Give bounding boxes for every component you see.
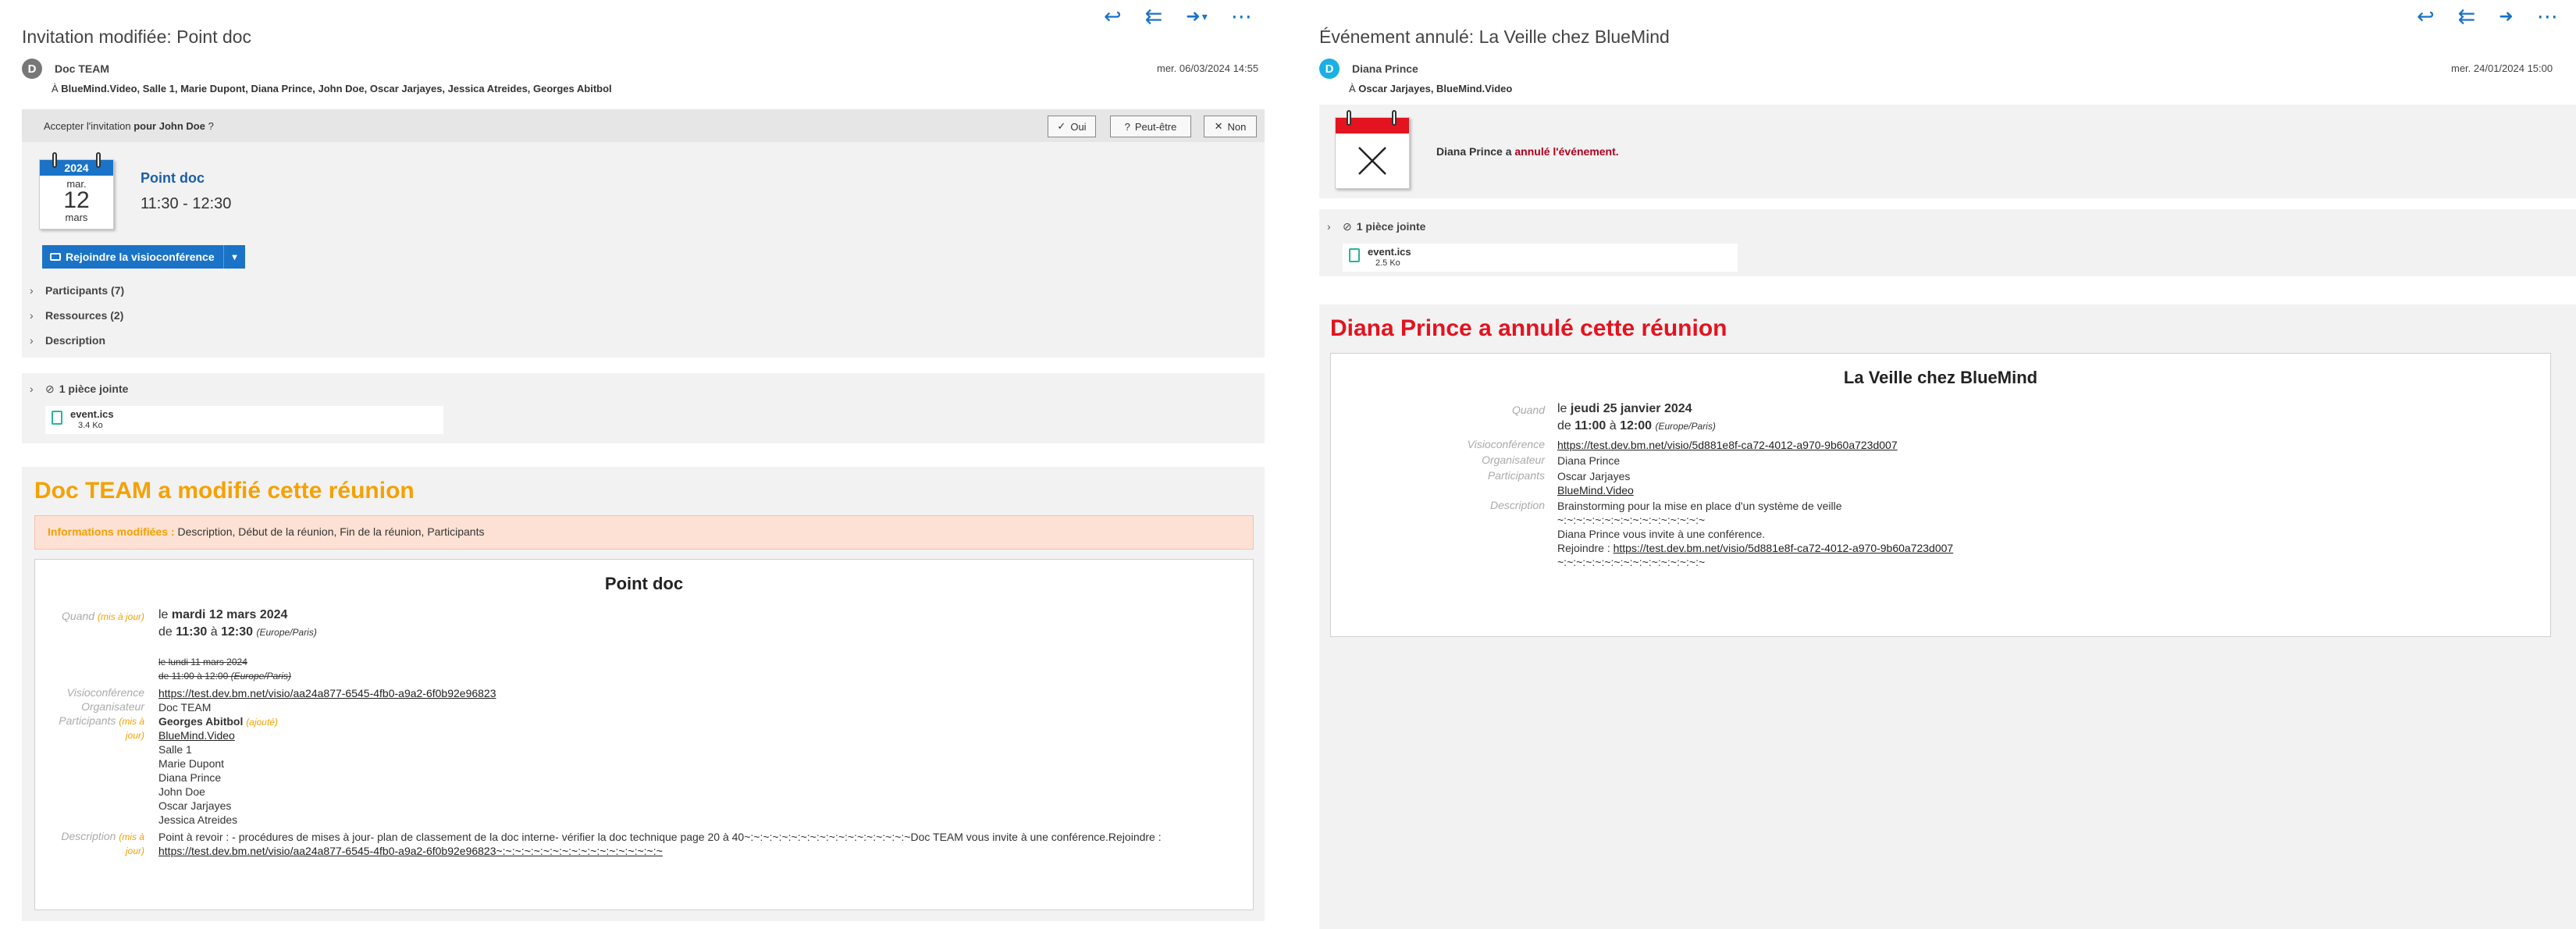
- visio-link[interactable]: [1557, 438, 1898, 452]
- chevron-right-icon: ›: [30, 383, 34, 395]
- close-icon: ✕: [1214, 120, 1223, 132]
- cancel-who: Diana Prince a: [1436, 145, 1512, 158]
- chevron-right-icon: ›: [30, 309, 34, 322]
- when-de: de: [158, 625, 173, 639]
- updated-tag: (mis à: [119, 716, 144, 727]
- sender-name[interactable]: Diana Prince: [1352, 62, 1418, 75]
- when-line1: [1557, 402, 1692, 416]
- when-date: mardi 12 mars 2024: [171, 608, 288, 621]
- participants-label-cont: [35, 728, 144, 741]
- forward-icon[interactable]: [1186, 5, 1207, 28]
- sender-row: [22, 59, 109, 79]
- participant-item: Oscar Jarjayes: [1557, 470, 1631, 482]
- when-start: 11:30: [176, 625, 208, 639]
- avatar: D: [22, 59, 42, 79]
- message-subject: Événement annulé: La Veille chez BlueMind: [1319, 27, 1670, 47]
- participant-item[interactable]: BlueMind.Video: [158, 729, 235, 742]
- when-tz: (Europe/Paris): [256, 627, 317, 638]
- participant-added: [158, 714, 278, 729]
- calendar-month: mars: [65, 212, 88, 223]
- accept-attendee: pour John Doe: [133, 120, 205, 132]
- added-tag: (ajouté): [246, 717, 278, 728]
- calendar-ring: [52, 152, 57, 168]
- changed-info-label: Informations modifiées :: [48, 525, 175, 538]
- change-headline: Doc TEAM a modifié cette réunion: [34, 478, 415, 504]
- when-end: 12:30: [221, 625, 254, 639]
- accept-yes-button[interactable]: [1048, 116, 1096, 137]
- recipients-prefix: À: [1349, 83, 1356, 94]
- forward-arrow-icon: ➜: [1186, 6, 1201, 26]
- description-line: Diana Prince vous invite à une conférence.: [1557, 528, 1766, 540]
- calendar-icon: [39, 159, 114, 230]
- when-start: 11:00: [1574, 419, 1606, 432]
- when-le: le: [158, 608, 169, 621]
- when-de: de: [1557, 419, 1571, 432]
- toggle-description[interactable]: [30, 334, 105, 347]
- reply-icon[interactable]: ↩: [2417, 5, 2435, 28]
- calendar-ring: [1347, 110, 1351, 126]
- section-label: Ressources (2): [45, 309, 124, 322]
- old-start: 11:00: [171, 671, 194, 682]
- cancel-what: annulé l'événement.: [1514, 145, 1619, 158]
- yes-label: Oui: [1070, 120, 1087, 133]
- attachment-name: event.ics: [1368, 246, 1411, 258]
- calendar-weekday: mar.: [66, 178, 87, 190]
- when-old-line2: [158, 669, 291, 683]
- recipients-prefix: À: [52, 83, 59, 94]
- attachments-label: 1 pièce jointe: [1356, 220, 1426, 233]
- section-label: Participants (7): [45, 284, 125, 297]
- changed-info-value: Description, Début de la réunion, Fin de la réunion, Participants: [177, 525, 485, 538]
- when-new-line1: [158, 608, 287, 622]
- old-end: 12:00: [205, 671, 229, 682]
- no-label: Non: [1227, 120, 1247, 133]
- cancel-headline: Diana Prince a annulé cette réunion: [1330, 315, 1727, 341]
- join-label: Rejoindre la visioconférence: [66, 251, 215, 263]
- participant-item[interactable]: BlueMind.Video: [1557, 484, 1634, 497]
- sender-row: [1319, 59, 1418, 79]
- added-name: Georges Abitbol: [158, 715, 244, 728]
- when-line2: [1557, 419, 1716, 433]
- description-line: Brainstorming pour la mise en place d'un système de veille: [1557, 500, 1842, 512]
- attachment-item[interactable]: [45, 406, 443, 434]
- accept-bar: [22, 109, 1265, 142]
- calendar-ring: [96, 152, 101, 168]
- calendar-ring: [1392, 110, 1397, 126]
- attachments-label: 1 pièce jointe: [59, 383, 129, 395]
- calendar-day: 12: [63, 187, 90, 213]
- paperclip-icon: ⊘: [1343, 220, 1352, 233]
- maybe-label: Peut-être: [1134, 120, 1177, 133]
- organizer-value: Doc TEAM: [158, 701, 212, 714]
- calendar-file-icon: [1349, 248, 1360, 262]
- calendar-year: 2024: [40, 160, 113, 176]
- visio-url[interactable]: https://test.dev.bm.net/visio/5d881e8f-ca72-4012-a970-9b60a723d007: [1557, 439, 1898, 451]
- when-tz: (Europe/Paris): [1655, 421, 1716, 432]
- recipients-list[interactable]: Oscar Jarjayes, BlueMind.Video: [1358, 83, 1513, 94]
- attachment-item[interactable]: [1343, 244, 1738, 272]
- event-time: 11:30 - 12:30: [141, 195, 232, 212]
- calendar-file-icon: [52, 411, 62, 425]
- more-icon[interactable]: ⋯: [2536, 5, 2558, 28]
- participant-item: Salle 1: [158, 743, 192, 756]
- invitation-block: [22, 109, 1265, 358]
- old-le: le: [158, 657, 166, 667]
- message-subject: Invitation modifiée: Point doc: [22, 27, 252, 47]
- old-a: à: [197, 671, 202, 682]
- join-visio-button[interactable]: [42, 245, 245, 269]
- when-le: le: [1557, 402, 1567, 415]
- cancel-message: [1436, 145, 1619, 158]
- join-prefix: Rejoindre :: [1557, 542, 1610, 554]
- updated-tag: (mis à jour): [97, 611, 144, 622]
- cross-icon: [1336, 133, 1411, 188]
- when-new-line2: [158, 625, 317, 639]
- recipients-list[interactable]: BlueMind.Video, Salle 1, Marie Dupont, Diana Prince, John Doe, Oscar Jarjayes, Jessica Atreides, Georges Abitbol: [61, 83, 612, 94]
- more-icon[interactable]: ⋯: [1230, 5, 1252, 28]
- event-detail-card: [34, 559, 1254, 910]
- description-join-line: [1557, 541, 1953, 555]
- accept-maybe-button[interactable]: [1110, 116, 1191, 137]
- description-line: Point à revoir : - procédures de mises à jour- plan de classement de la doc interne- vérifier la doc technique page 20 à 40~:~:~:~:~:~:~:~:~:~:~:~:~:~:~:~:~:~Doc TEAM vous invite à une conférence.Rejoindre :: [158, 831, 1162, 843]
- chevron-right-icon: ›: [30, 334, 34, 347]
- check-icon: ✓: [1057, 120, 1066, 132]
- message-date: mer. 24/01/2024 15:00: [2451, 62, 2553, 74]
- updated-tag: jour): [125, 845, 144, 856]
- description-line: ~:~:~:~:~:~:~:~:~:~:~:~:~:~:~:~: [1557, 514, 1706, 526]
- attachment-name: event.ics: [70, 408, 114, 420]
- cancelled-calendar-icon: [1335, 117, 1410, 189]
- updated-tag: jour): [125, 730, 144, 741]
- toggle-participants[interactable]: [30, 284, 124, 297]
- updated-tag: (mis à: [119, 831, 144, 842]
- when-label: [35, 610, 144, 622]
- accept-no-button[interactable]: [1204, 116, 1257, 137]
- description-label: Description: [1489, 499, 1545, 511]
- participants-label: [35, 714, 144, 727]
- when-a: à: [210, 625, 218, 639]
- toggle-resources[interactable]: [30, 309, 123, 322]
- description-label-text: Description: [61, 830, 116, 842]
- reply-all-icon[interactable]: ⇇: [1144, 5, 1163, 28]
- chevron-right-icon: ›: [1327, 220, 1331, 233]
- when-old-line1: [158, 655, 247, 669]
- description-label: [35, 830, 144, 842]
- reply-all-icon[interactable]: ⇇: [2457, 5, 2476, 28]
- organizer-label: Organisateur: [1482, 454, 1545, 466]
- chevron-down-icon[interactable]: ▾: [1201, 10, 1208, 23]
- attachment-size: 2.5 Ko: [1375, 258, 1400, 268]
- participant-item: Jessica Atreides: [158, 813, 238, 826]
- old-de: de: [158, 671, 169, 682]
- join-dropdown-chevron-down-icon[interactable]: ▾: [223, 245, 245, 269]
- left-message-pane: [0, 0, 1280, 929]
- description-label-cont: [35, 844, 144, 856]
- visio-link[interactable]: [158, 686, 496, 700]
- when-end: 12:00: [1620, 419, 1653, 432]
- chevron-right-icon: ›: [30, 284, 34, 297]
- reply-icon[interactable]: ↩: [1104, 5, 1122, 28]
- visio-url[interactable]: https://test.dev.bm.net/visio/aa24a877-6545-4fb0-a9a2-6f0b92e96823: [158, 687, 496, 699]
- when-label-text: Quand: [62, 610, 95, 622]
- accept-prefix: Accepter l'invitation: [44, 120, 131, 132]
- video-icon: [50, 253, 61, 261]
- avatar: D: [1319, 59, 1340, 79]
- description-link[interactable]: https://test.dev.bm.net/visio/5d881e8f-ca72-4012-a970-9b60a723d007: [1613, 542, 1954, 554]
- description-line: ~:~:~:~:~:~:~:~:~:~:~:~:~:~:~:~: [1557, 556, 1706, 568]
- paperclip-icon: ⊘: [45, 383, 55, 395]
- attachment-size: 3.4 Ko: [78, 421, 103, 430]
- toggle-attachments[interactable]: [1327, 220, 1425, 233]
- when-date: jeudi 25 janvier 2024: [1570, 402, 1692, 415]
- visio-label: Visioconférence: [66, 686, 144, 699]
- right-message-pane: [1305, 0, 2576, 929]
- accept-question: [44, 120, 214, 132]
- organizer-label: Organisateur: [81, 700, 144, 713]
- participants-label-text: Participants: [59, 714, 116, 727]
- event-detail-card: [1330, 353, 2551, 637]
- visio-label: Visioconférence: [1467, 438, 1545, 450]
- card-title: Point doc: [604, 574, 684, 593]
- when-label: Quand: [1511, 404, 1545, 416]
- participant-item: Diana Prince: [158, 771, 222, 784]
- message-toolbar: [2417, 5, 2558, 28]
- toggle-attachments[interactable]: [30, 383, 128, 396]
- recipients: [1349, 83, 1512, 94]
- changed-info-box: [34, 515, 1254, 550]
- participant-item: Oscar Jarjayes: [158, 799, 232, 812]
- event-title: Point doc: [141, 170, 205, 186]
- message-date: mer. 06/03/2024 14:55: [1157, 62, 1259, 74]
- card-title: La Veille chez BlueMind: [1843, 368, 2038, 387]
- old-date: lundi 11 mars 2024: [168, 657, 247, 667]
- sender-name[interactable]: Doc TEAM: [55, 62, 109, 75]
- participant-item: John Doe: [158, 785, 205, 798]
- recipients: [52, 83, 612, 94]
- forward-icon[interactable]: ➜: [2499, 6, 2514, 26]
- question-icon: ?: [1124, 120, 1130, 133]
- participants-label: Participants: [1487, 469, 1545, 482]
- organizer-value: Diana Prince: [1557, 454, 1621, 467]
- section-label: Description: [45, 334, 106, 347]
- when-a: à: [1609, 419, 1617, 432]
- message-toolbar: [1104, 5, 1252, 28]
- old-tz: (Europe/Paris): [230, 671, 291, 682]
- description-link[interactable]: https://test.dev.bm.net/visio/aa24a877-6545-4fb0-a9a2-6f0b92e96823~:~:~:~:~:~:~:~:~:~:~:~:~:~:~:~:~:~: [158, 845, 663, 857]
- accept-suffix: ?: [208, 120, 214, 132]
- participant-item: Marie Dupont: [158, 757, 225, 770]
